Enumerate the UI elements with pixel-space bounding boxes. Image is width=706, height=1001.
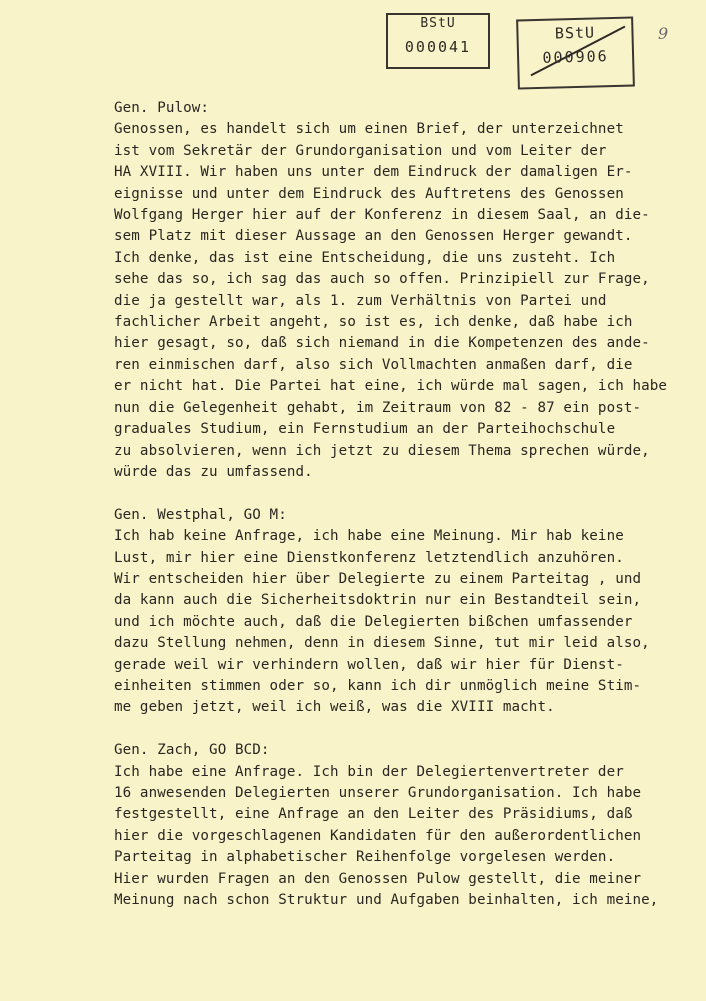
text-line: zu absolvieren, wenn ich jetzt zu diesem Thema sprechen würde, [114, 442, 650, 459]
text-line: Meinung nach schon Struktur und Aufgaben beinhalten, ich meine, [114, 892, 659, 908]
text-line: Wolfgang Herger hier auf der Konferenz in diesem Saal, an die- [114, 207, 650, 224]
text-line: Wir entscheiden hier über Delegierte zu einem Parteitag , und [114, 570, 642, 587]
speaker-name: Gen. Westphal, GO M: [114, 506, 287, 523]
text-line: fachlicher Arbeit angeht, so ist es, ich denke, daß habe ich [114, 314, 633, 331]
stamp-number: 000906 [542, 47, 609, 67]
text-line: würde das zu umfassend. [114, 463, 313, 480]
text-line: 16 anwesenden Delegierten unserer Grundorganisation. Ich habe [114, 784, 642, 801]
text-line: me geben jetzt, weil ich weiß, was die XVIII macht. [114, 699, 555, 716]
speaker-section [114, 98, 674, 483]
handwritten-page-number: 9 [658, 24, 669, 43]
stamp-label: BStU [420, 16, 456, 31]
text-line: sehe das so, ich sag das auch so offen. Prinzipiell zur Frage, [114, 271, 650, 288]
text-line: eignisse und unter dem Eindruck des Auftretens des Genossen [114, 185, 624, 202]
speaker-section [114, 740, 674, 911]
text-line: da kann auch die Sicherheitsdoktrin nur ein Bestandteil sein, [114, 592, 642, 609]
text-line: Ich denke, das ist eine Entscheidung, die uns zusteht. Ich [114, 249, 616, 266]
text-line: Parteitag in alphabetischer Reihenfolge vorgelesen werden. [114, 849, 616, 866]
text-line: ren einmischen darf, also sich Vollmachten anmaßen darf, die [114, 356, 633, 373]
text-line: dazu Stellung nehmen, denn in diesem Sinne, tut mir leid also, [114, 635, 650, 652]
text-line: und ich möchte auch, daß die Delegierten bißchen umfassender [114, 613, 633, 630]
text-line: Lust, mir hier eine Dienstkonferenz letztendlich anzuhören. [114, 549, 624, 566]
text-line: Genossen, es handelt sich um einen Brief, der unterzeichnet [114, 121, 624, 138]
transcript-body [114, 98, 674, 933]
text-line: einheiten stimmen oder so, kann ich dir unmöglich meine Stim- [114, 677, 642, 694]
stamp-number: 000041 [404, 38, 472, 56]
text-line: die ja gestellt war, als 1. zum Verhältnis von Partei und [114, 292, 607, 309]
text-line: Ich hab keine Anfrage, ich habe eine Meinung. Mir hab keine [114, 528, 624, 545]
speaker-section [114, 505, 674, 719]
text-line: Hier wurden Fragen an den Genossen Pulow gestellt, die meiner [114, 870, 642, 887]
text-line: festgestellt, eine Anfrage an den Leiter des Präsidiums, daß [114, 806, 633, 823]
stamp-label: BStU [554, 23, 596, 43]
text-line: nun die Gelegenheit gehabt, im Zeitraum von 82 - 87 ein post- [114, 399, 642, 416]
text-line: Ich habe eine Anfrage. Ich bin der Delegiertenvertreter der [114, 763, 624, 780]
text-line: sem Platz mit dieser Aussage an den Genossen Herger gewandt. [114, 228, 633, 245]
speaker-name: Gen. Zach, GO BCD: [114, 742, 270, 759]
text-line: hier gesagt, so, daß sich niemand in die Kompetenzen des ande- [114, 335, 650, 352]
text-line: ist vom Sekretär der Grundorganisation und vom Leiter der [114, 142, 607, 159]
archive-stamp-crossed [516, 16, 635, 89]
text-line: gerade weil wir verhindern wollen, daß wir hier für Dienst- [114, 656, 624, 673]
text-line: er nicht hat. Die Partei hat eine, ich würde mal sagen, ich habe [114, 378, 668, 395]
speaker-name: Gen. Pulow: [114, 100, 210, 116]
text-line: HA XVIII. Wir haben uns unter dem Eindruck der damaligen Er- [114, 164, 633, 181]
text-line: graduales Studium, ein Fernstudium an der Parteihochschule [114, 421, 616, 438]
text-line: hier die vorgeschlagenen Kandidaten für den außerordentlichen [114, 827, 642, 844]
archive-stamp [386, 13, 490, 69]
